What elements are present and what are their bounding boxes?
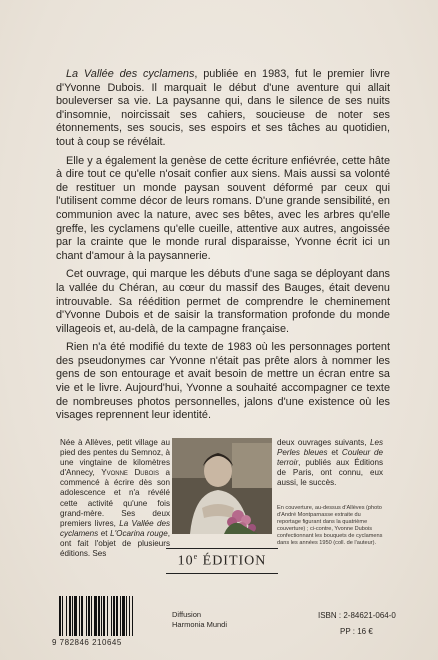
edition-word: ÉDITION xyxy=(198,553,267,569)
author-photo xyxy=(172,438,272,534)
paragraph-1 xyxy=(56,68,390,150)
book-title-1: La Vallée des cyclamens xyxy=(60,518,170,538)
paragraph-3: Cet ouvrage, qui marque les débuts d'une saga se déployant dans la vallée du Chéran, au cœur du massif des Bauges, était devenu introuvable. Sa réédition permet de comprendre le cheminement d'Yvonne Dubois et de saisir la transformation profonde du monde villageois et, au-delà, de la campagne française. xyxy=(56,268,390,335)
distributor-name: Harmonia Mundi xyxy=(172,620,228,629)
edition-number: 10 xyxy=(177,553,194,569)
edition-label xyxy=(166,548,278,574)
book-title-2: L'Ocarina rouge xyxy=(110,528,168,538)
author-bio-left xyxy=(60,438,170,559)
distribution xyxy=(172,610,227,630)
paragraph-2: Elle y a également la genèse de cette écriture enfiévrée, cette hâte à dire tout ce qu'elle n'osait confier aux siens. Mais aussi sa volonté de restituer un monde paysan souvent déformé par ceux qui l'utilisent comme décor de leurs romans. D'une grande sensibilité, en communion avec la nature, avec ses bêtes, avec les arbres qu'elle greffe, les cyclamens qu'elle cueille, attentive aux autres, angoissée par la crainte que le monde rural disparaisse, Yvonne écrit ici un chant d'amour à la paysannerie. xyxy=(56,154,390,262)
bio-text-3: , ont fait l'objet de plusieurs éditions. Ses xyxy=(60,528,171,559)
paragraph-1-text: , publiée en 1983, fut le premier livre d'Yvonne Dubois. Il marquait le début d'une aventure qui allait bouleverser sa vie. La paysanne qui, dans le silence de ses nuits d'insomnie, noircissait ses cahiers, soucieuse de noter ses étonnements, ses soucis, ses espoirs et ses tâches au quotidien, tout à coup se révélait. xyxy=(56,68,390,148)
bio-text-4: deux ouvrages suivants, xyxy=(277,438,370,447)
book-title: La Vallée des cyclamens xyxy=(66,68,195,80)
bio-and-2: et xyxy=(327,448,342,458)
book-title-4: Couleur de terroir xyxy=(277,448,383,468)
bio-text-1: Née à Allèves, petit village au pied des pentes du Semnoz, à une vingtaine de kilomètres d'Annecy, xyxy=(60,438,170,478)
photo-caption: En couverture, au-dessus d'Allèves (photo d'André Montparnasse extraite du reportage figurant dans la quatrième couverture) ; ci-contre, Yvonne Dubois confectionnant les bouquets de cyclamens dans les années 1950 (coll. de l'auteur). xyxy=(277,505,383,546)
price: PP : 16 € xyxy=(340,627,373,636)
book-title-3: Les Perles bleues xyxy=(277,438,383,458)
main-text xyxy=(56,68,390,428)
bio-text-2: a commencé à écrire dès son adolescence et n'a révélé cette activité qu'une fois grand-mère. Ses deux premiers livres, xyxy=(60,468,170,528)
edition-superscript: e xyxy=(193,552,199,561)
paragraph-4: Rien n'a été modifié du texte de 1983 où les personnages portent des pseudonymes car Yvonne n'était pas prête alors à nommer les gens de son entourage et avait besoin de mettre un écran entre sa vie et le livre. Aujourd'hui, Yvonne a souhaité accompagner ce texte de nombreuses photos personnelles, jalons d'une existence où les visages reprennent leur identité. xyxy=(56,341,390,422)
distribution-label: Diffusion xyxy=(172,610,202,619)
author-name: Yvonne Dubois xyxy=(101,468,159,478)
author-photo-image xyxy=(172,438,272,534)
barcode xyxy=(57,596,159,640)
isbn: ISBN : 2-84621-064-0 xyxy=(318,611,396,620)
bio-text-5: , publiés aux Éditions de Paris, ont connu, eux aussi, le succès. xyxy=(277,458,383,488)
bio-and: et xyxy=(98,528,111,538)
author-bio-right xyxy=(277,438,383,488)
barcode-digits: 9 782846 210645 xyxy=(52,638,122,647)
